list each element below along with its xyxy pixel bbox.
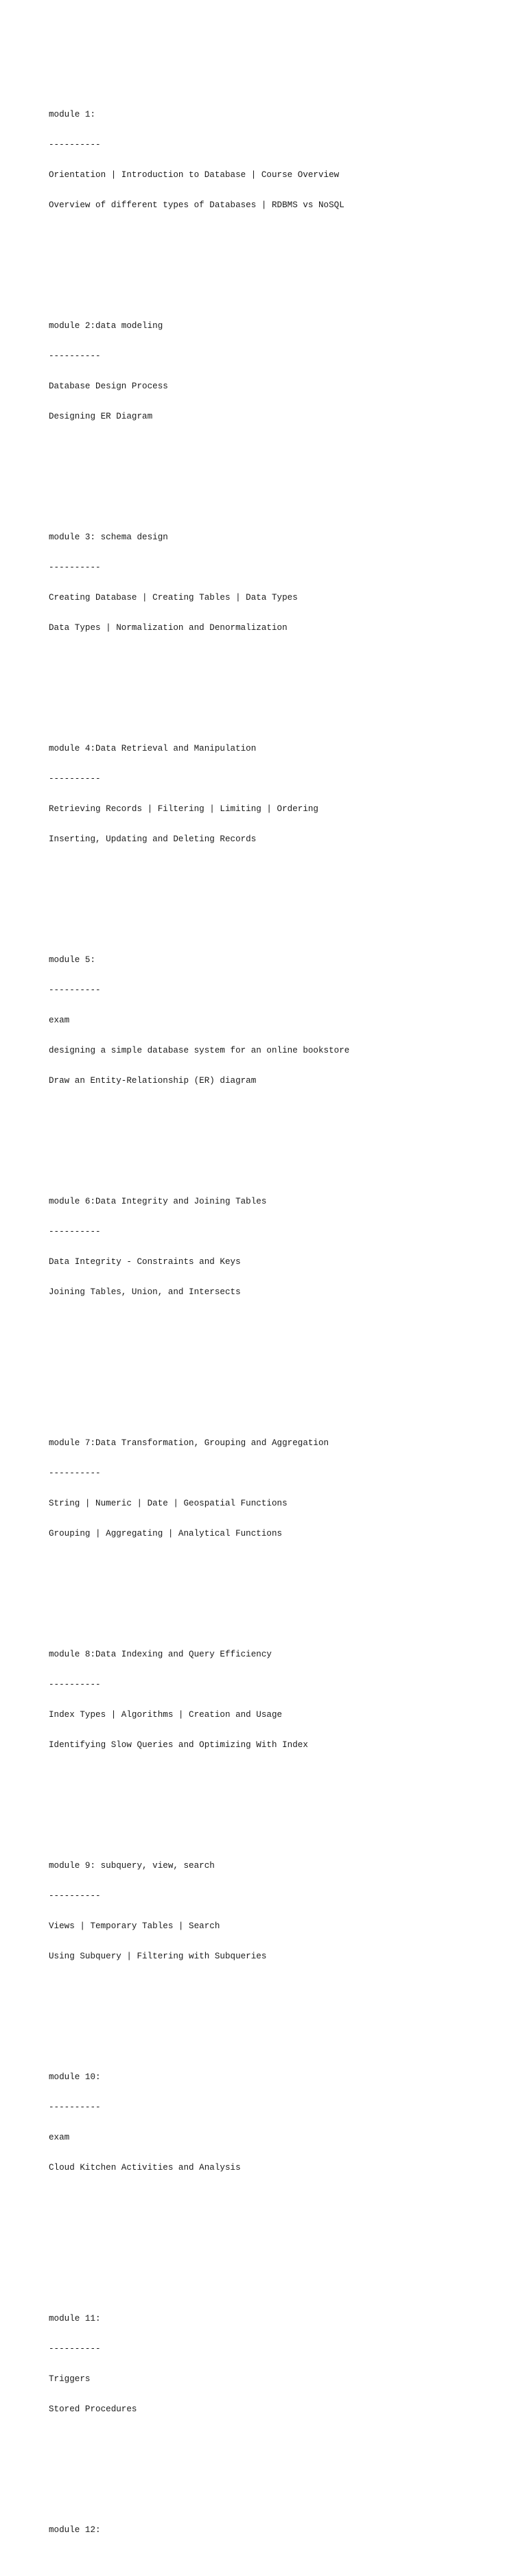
module-topic-line: Designing ER Diagram <box>49 412 153 422</box>
module-separator: ---------- <box>49 1891 101 1901</box>
blank-line <box>49 885 515 895</box>
module-topic-line: Data Integrity - Constraints and Keys <box>49 1257 241 1267</box>
module-section <box>49 2505 515 2555</box>
module-topic-line: Index Types | Algorithms | Creation and Usage <box>49 1710 283 1720</box>
blank-line <box>49 1338 515 1348</box>
module-section <box>49 724 515 865</box>
module-separator: ---------- <box>49 1468 101 1479</box>
module-topic-line: Using Subquery | Filtering with Subqueries <box>49 1952 267 1962</box>
module-separator: ---------- <box>49 351 101 362</box>
module-topic-line: Retrieving Records | Filtering | Limiting | Ordering <box>49 804 318 815</box>
blank-line <box>49 250 515 261</box>
module-heading: module 11: <box>49 2314 101 2324</box>
module-section <box>49 1841 515 1982</box>
module-heading: module 7:Data Transformation, Grouping and Aggregation <box>49 1438 329 1449</box>
module-section <box>49 2294 515 2435</box>
module-heading: module 9: subquery, view, search <box>49 1861 215 1871</box>
module-section <box>49 935 515 1106</box>
module-section <box>49 301 515 442</box>
module-topic-line: Inserting, Updating and Deleting Records <box>49 834 257 845</box>
module-heading: module 5: <box>49 955 96 965</box>
module-separator: ---------- <box>49 1227 101 1237</box>
module-topic-line: Orientation | Introduction to Database | Course Overview <box>49 170 340 180</box>
module-topic-line: Data Types | Normalization and Denormalization <box>49 623 288 633</box>
module-separator: ---------- <box>49 2103 101 2113</box>
blank-line <box>49 1791 515 1801</box>
module-section <box>49 1418 515 1559</box>
module-heading: module 3: schema design <box>49 532 168 543</box>
module-separator: ---------- <box>49 563 101 573</box>
blank-line <box>49 462 515 472</box>
document-page <box>49 49 515 2576</box>
module-heading: module 10: <box>49 2072 101 2083</box>
module-topic-line: Joining Tables, Union, and Intersects <box>49 1287 241 1298</box>
module-separator: ---------- <box>49 2344 101 2354</box>
module-separator: ---------- <box>49 985 101 996</box>
module-heading: module 1: <box>49 110 96 120</box>
blank-line <box>49 2455 515 2466</box>
module-section <box>49 2052 515 2193</box>
module-topic-line: Creating Database | Creating Tables | Data Types <box>49 593 298 603</box>
blank-line <box>49 2002 515 2013</box>
blank-line <box>49 1580 515 1590</box>
module-section <box>49 1177 515 1318</box>
module-topic-line: Views | Temporary Tables | Search <box>49 1921 220 1932</box>
blank-line <box>49 1368 515 1379</box>
module-topic-line: Grouping | Aggregating | Analytical Functions <box>49 1529 283 1539</box>
module-heading: module 4:Data Retrieval and Manipulation <box>49 744 257 754</box>
module-section <box>49 1630 515 1770</box>
module-topic-line: Stored Procedures <box>49 2404 137 2415</box>
module-topic-line: Triggers <box>49 2374 91 2385</box>
module-topic-line: Database Design Process <box>49 382 168 392</box>
blank-line <box>49 1127 515 1137</box>
module-separator: ---------- <box>49 140 101 150</box>
blank-line <box>49 2214 515 2224</box>
module-section <box>49 90 515 231</box>
module-separator: ---------- <box>49 1680 101 1690</box>
module-topic-line: Cloud Kitchen Activities and Analysis <box>49 2163 241 2173</box>
module-heading: module 6:Data Integrity and Joining Tables <box>49 1197 267 1207</box>
module-topic-line: String | Numeric | Date | Geospatial Functions <box>49 1499 288 1509</box>
module-section <box>49 513 515 653</box>
blank-line <box>49 2244 515 2254</box>
module-topic-line: Overview of different types of Databases | RDBMS vs NoSQL <box>49 200 344 211</box>
module-topic-line: Draw an Entity-Relationship (ER) diagram <box>49 1076 257 1086</box>
module-topic-line: exam <box>49 1016 70 1026</box>
blank-line <box>49 673 515 683</box>
module-topic-line: Identifying Slow Queries and Optimizing With Index <box>49 1740 308 1750</box>
module-heading: module 2:data modeling <box>49 321 163 331</box>
module-heading: module 8:Data Indexing and Query Efficiency <box>49 1650 272 1660</box>
module-topic-line: exam <box>49 2133 70 2143</box>
module-separator: ---------- <box>49 774 101 784</box>
module-topic-line: designing a simple database system for an online bookstore <box>49 1046 350 1056</box>
module-heading: module 12: <box>49 2525 101 2536</box>
